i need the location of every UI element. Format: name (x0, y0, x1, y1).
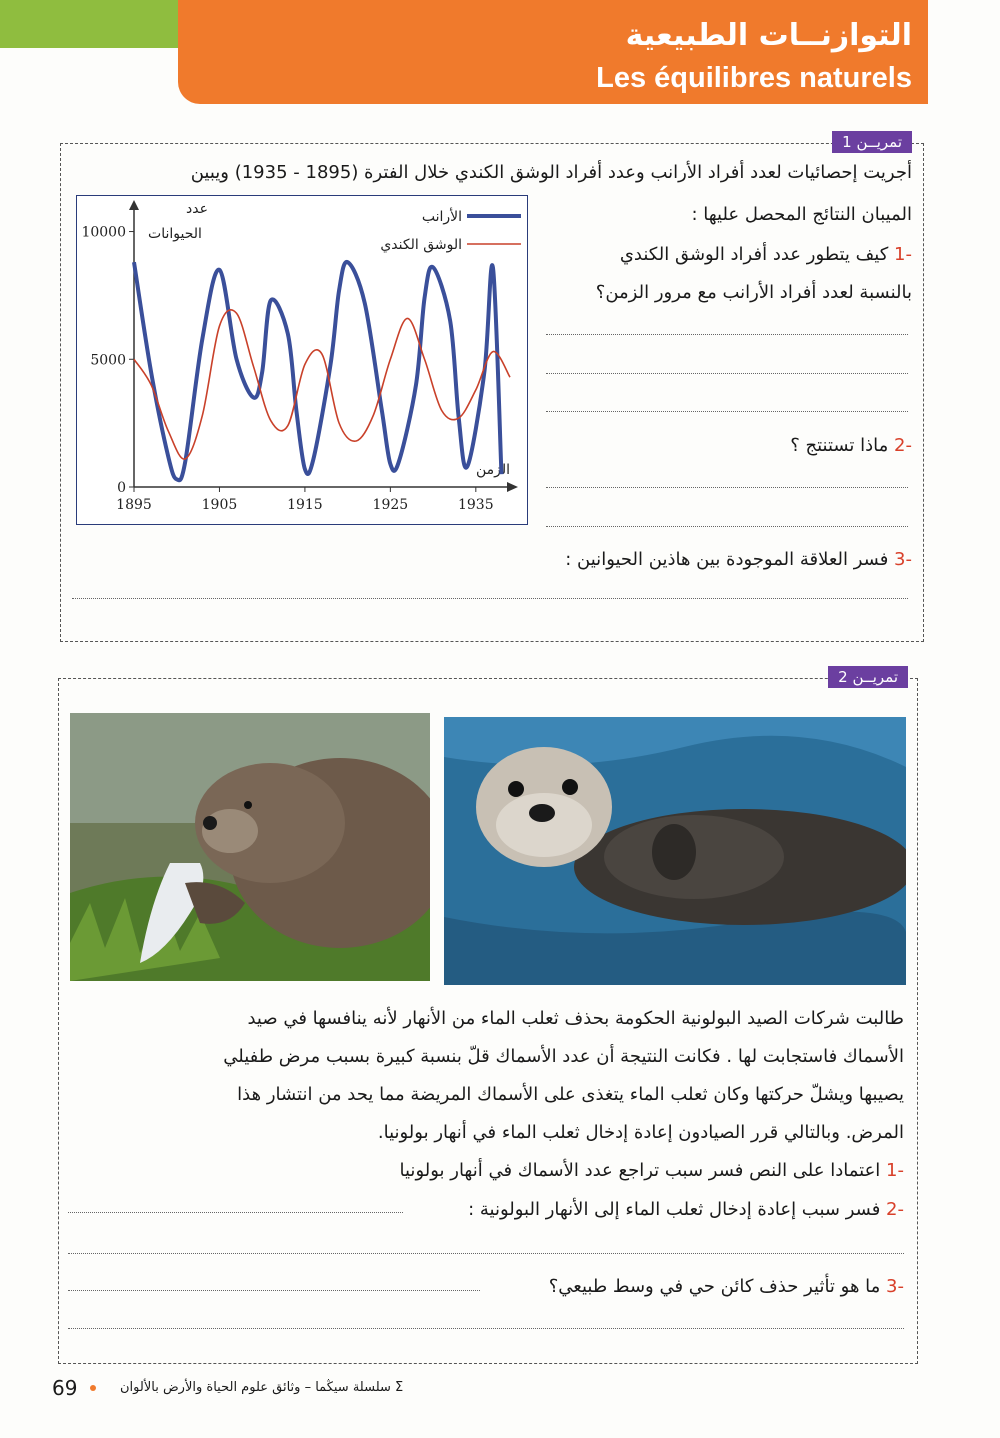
ex1-intro-line-2: الميبان النتائج المحصل عليها : (691, 204, 912, 225)
ex2-paragraph-line-1: طالبت شركات الصيد البولونية الحكومة بحذف ثعلب الماء من الأنهار لأنه ينافسها في صيد (247, 1008, 904, 1029)
ex1-q3-text: فسر العلاقة الموجودة بين هاذين الحيوانين : (565, 549, 889, 570)
ex1-q2-text: ماذا تستنتج ؟ (790, 435, 889, 456)
ex2-question-1 (400, 1160, 904, 1181)
ex1-question-1-line-2: بالنسبة لعدد أفراد الأرانب مع مرور الزمن؟ (595, 282, 912, 303)
ex2-q3-text: ما هو تأثير حذف كائن حي في وسط طبيعي؟ (548, 1276, 881, 1297)
answer-line[interactable] (546, 334, 908, 335)
ex2-question-2 (468, 1199, 904, 1220)
answer-line[interactable] (68, 1328, 904, 1329)
answer-line[interactable] (546, 526, 908, 527)
legend-rabbits-label: الأرانب (421, 209, 462, 225)
answer-line[interactable] (72, 598, 908, 599)
ex2-q1-number: -1 (886, 1160, 904, 1181)
x-tick-label: 1925 (372, 497, 409, 513)
ex1-q1-text: كيف يتطور عدد أفراد الوشق الكندي (619, 244, 889, 265)
y-tick-label: 0 (117, 480, 126, 496)
answer-line[interactable] (68, 1212, 403, 1213)
ex2-q2-text: فسر سبب إعادة إدخال ثعلب الماء إلى الأنهار البولونية : (468, 1199, 881, 1220)
answer-line[interactable] (68, 1290, 480, 1291)
ex2-q3-number: -3 (886, 1276, 904, 1297)
x-tick-label: 1895 (116, 497, 152, 513)
otter-eating-fish-photo (70, 713, 430, 981)
x-axis-label: الزمن (475, 462, 511, 478)
rabbit-series-line (134, 262, 501, 480)
ex2-q1-text: اعتمادا على النص فسر سبب تراجع عدد الأسماك في أنهار بولونيا (399, 1160, 881, 1181)
population-chart (77, 196, 527, 524)
ex2-paragraph-line-4: المرض. وبالتالي قرر الصيادون إعادة إدخال ثعلب الماء في أنهار بولونيا. (377, 1122, 904, 1143)
y-axis-arrow (129, 200, 139, 210)
answer-line[interactable] (546, 373, 908, 374)
exercise-1-tag: تمريــن 1 (832, 131, 912, 153)
series-footer-text: Σ سلسلة سيڭما – وثائق علوم الحياة والأرض بالألوان (120, 1380, 404, 1395)
ex2-paragraph-line-3: يصيبها ويشلّ حركتها وكان ثعلب الماء يتغذى على الأسماك المريضة مما يحد من انتشار هذا (237, 1084, 904, 1105)
y-tick-label: 5000 (90, 352, 126, 369)
x-tick-label: 1935 (457, 497, 494, 513)
page-number: 69 (52, 1376, 78, 1400)
y-tick-label: 10000 (81, 224, 126, 241)
ex1-question-3 (565, 549, 912, 570)
ex1-question-2 (790, 435, 912, 456)
ex1-q1-number: -1 (894, 244, 912, 265)
ex1-q2-number: -2 (894, 435, 912, 456)
y-axis-label-line-1: عدد (186, 201, 208, 217)
chapter-title-french: Les équilibres naturels (596, 62, 912, 94)
answer-line[interactable] (68, 1253, 904, 1254)
answer-line[interactable] (546, 487, 908, 488)
header-green-band (0, 0, 178, 48)
x-tick-label: 1905 (201, 497, 238, 513)
chapter-title-arabic: التوازنــات الطبيعية (625, 18, 912, 53)
ex1-question-1-line-1 (620, 244, 912, 265)
x-tick-label: 1915 (287, 497, 323, 513)
ex2-question-3 (549, 1276, 904, 1297)
answer-line[interactable] (546, 411, 908, 412)
ex2-q2-number: -2 (886, 1199, 904, 1220)
legend-lynx-label: الوشق الكندي (380, 237, 462, 253)
exercise-2-tag: تمريــن 2 (828, 666, 908, 688)
ex2-paragraph-line-2: الأسماك فاستجابت لها . فكانت النتيجة أن عدد الأسماك قلّ بنسبة كبيرة بسبب مرض طفيلي (223, 1046, 904, 1067)
chapter-header (178, 0, 928, 104)
x-axis-arrow (507, 482, 518, 492)
ex1-intro-line-1: أجريت إحصائيات لعدد أفراد الأرانب وعدد أفراد الوشق الكندي خلال الفترة (1895 - 1935) ويبين (190, 162, 912, 183)
sea-otter-swimming-photo (444, 717, 906, 985)
population-chart-frame (76, 195, 528, 525)
y-axis-label-line-2: الحيوانات (148, 226, 202, 242)
ex1-q3-number: -3 (894, 549, 912, 570)
footer-dot (90, 1385, 96, 1391)
